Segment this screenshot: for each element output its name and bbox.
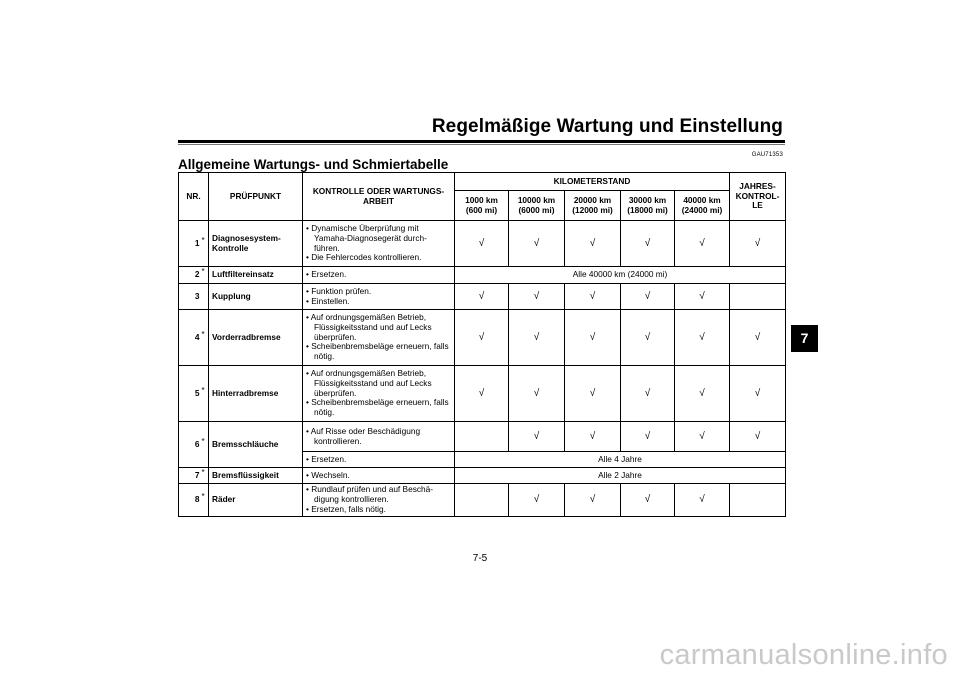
row-star: * [201, 366, 209, 422]
page-number: 7-5 [472, 553, 488, 564]
row-number: 5 [179, 366, 201, 422]
row-number: 7 [179, 468, 201, 484]
header-km-5: 40000 km (24000 mi) [675, 191, 730, 221]
row-work [303, 284, 455, 310]
row-number: 6 [179, 422, 201, 468]
row-work [303, 468, 455, 484]
header-work: KONTROLLE ODER WARTUNGS-ARBEIT [303, 173, 455, 221]
check-cell: √ [565, 484, 621, 517]
header-annual: JAHRES-KONTROL-LE [730, 173, 786, 221]
check-cell [455, 422, 509, 452]
row-work [303, 267, 455, 284]
work-line: • Ersetzen. [306, 269, 347, 280]
row-work [303, 366, 455, 422]
check-cell: √ [509, 366, 565, 422]
check-cell: √ [565, 310, 621, 366]
work-line: • Scheibenbremsbeläge erneuern, falls nötig. [306, 341, 449, 362]
check-cell: √ [455, 221, 509, 267]
check-cell: √ [730, 310, 786, 366]
work-line: • Auf ordnungsgemäßen Betrieb, Flüssigkeitsstand und auf Lecks überprüfen. [306, 311, 432, 342]
header-rule-thin [178, 144, 785, 145]
row-item: Bremsschläuche [209, 422, 303, 468]
page-header-title: Regelmäßige Wartung und Einstellung [431, 116, 783, 137]
check-cell: √ [455, 366, 509, 422]
header-odometer: KILOMETERSTAND [455, 173, 730, 191]
row-star: * [201, 221, 209, 267]
check-cell: √ [509, 484, 565, 517]
check-cell: √ [675, 310, 730, 366]
work-line: • Einstellen. [306, 295, 350, 306]
header-item: PRÜFPUNKT [209, 173, 303, 221]
row-item: Bremsflüssigkeit [209, 468, 303, 484]
header-km-2: 10000 km (6000 mi) [509, 191, 565, 221]
table-row [179, 366, 786, 422]
row-item: Luftfiltereinsatz [209, 267, 303, 284]
row-item: Hinterradbremse [209, 366, 303, 422]
row-item: Räder [209, 484, 303, 517]
check-cell [730, 484, 786, 517]
check-cell: √ [730, 221, 786, 267]
check-cell [730, 284, 786, 310]
work-line: • Wechseln. [306, 469, 350, 480]
row-work [303, 310, 455, 366]
document-code: GAU71353 [751, 152, 783, 158]
check-cell: √ [455, 284, 509, 310]
check-cell: √ [675, 366, 730, 422]
header-km-3: 20000 km (12000 mi) [565, 191, 621, 221]
check-cell: √ [621, 310, 675, 366]
work-line: • Auf Risse oder Beschädigung kontrollieren. [306, 425, 421, 446]
check-cell: √ [509, 284, 565, 310]
row-item: Vorderradbremse [209, 310, 303, 366]
check-cell: √ [509, 310, 565, 366]
table-row [179, 468, 786, 484]
check-cell: √ [675, 221, 730, 267]
check-cell: √ [730, 422, 786, 452]
work-line: • Scheibenbremsbeläge erneuern, falls nötig. [306, 397, 449, 418]
table-row [179, 484, 786, 517]
check-cell [455, 484, 509, 517]
maintenance-table [178, 172, 786, 517]
interval-cell: Alle 4 Jahre [455, 452, 786, 468]
check-cell: √ [675, 422, 730, 452]
check-cell: √ [621, 221, 675, 267]
table-row [179, 284, 786, 310]
interval-cell: Alle 40000 km (24000 mi) [455, 267, 786, 284]
check-cell: √ [565, 366, 621, 422]
row-number: 8 [179, 484, 201, 517]
row-item: Diagnosesystem-Kontrolle [209, 221, 303, 267]
row-work [303, 221, 455, 267]
check-cell: √ [621, 422, 675, 452]
table-row [179, 221, 786, 267]
check-cell: √ [675, 284, 730, 310]
row-star: * [201, 422, 209, 468]
check-cell: √ [509, 422, 565, 452]
row-item: Kupplung [209, 284, 303, 310]
section-title: Allgemeine Wartungs- und Schmiertabelle [178, 157, 449, 172]
interval-cell: Alle 2 Jahre [455, 468, 786, 484]
row-number: 4 [179, 310, 201, 366]
header-km-1: 1000 km (600 mi) [455, 191, 509, 221]
row-star [201, 284, 209, 310]
row-number: 2 [179, 267, 201, 284]
work-line: • Auf ordnungsgemäßen Betrieb, Flüssigkeitsstand und auf Lecks überprüfen. [306, 367, 432, 398]
row-work [303, 422, 455, 452]
row-star: * [201, 468, 209, 484]
check-cell: √ [621, 284, 675, 310]
work-line: • Die Fehlercodes kontrollieren. [306, 252, 422, 263]
table-row [179, 267, 786, 284]
table-row [179, 310, 786, 366]
check-cell: √ [621, 484, 675, 517]
check-cell: √ [509, 221, 565, 267]
header-rule [178, 140, 785, 143]
row-star: * [201, 484, 209, 517]
watermark: carmanualsonline.info [659, 639, 948, 671]
row-number: 1 [179, 221, 201, 267]
row-work [303, 452, 455, 468]
row-star: * [201, 267, 209, 284]
row-number: 3 [179, 284, 201, 310]
chapter-tab: 7 [791, 325, 818, 352]
check-cell: √ [565, 422, 621, 452]
work-line: • Dynamische Überprüfung mit Yamaha-Diagnosegerät durch-führen. [306, 222, 427, 253]
check-cell: √ [675, 484, 730, 517]
check-cell: √ [730, 366, 786, 422]
table-body [179, 221, 786, 517]
check-cell: √ [621, 366, 675, 422]
check-cell: √ [455, 310, 509, 366]
header-km-4: 30000 km (18000 mi) [621, 191, 675, 221]
table-row [179, 422, 786, 452]
work-line: • Funktion prüfen. [306, 285, 372, 296]
check-cell: √ [565, 221, 621, 267]
header-nr: NR. [179, 173, 209, 221]
work-line: • Rundlauf prüfen und auf Beschä-digung kontrollieren. [306, 484, 433, 504]
work-line: • Ersetzen, falls nötig. [306, 503, 386, 514]
work-line: • Ersetzen. [306, 453, 347, 464]
row-star: * [201, 310, 209, 366]
check-cell: √ [565, 284, 621, 310]
row-work [303, 484, 455, 517]
